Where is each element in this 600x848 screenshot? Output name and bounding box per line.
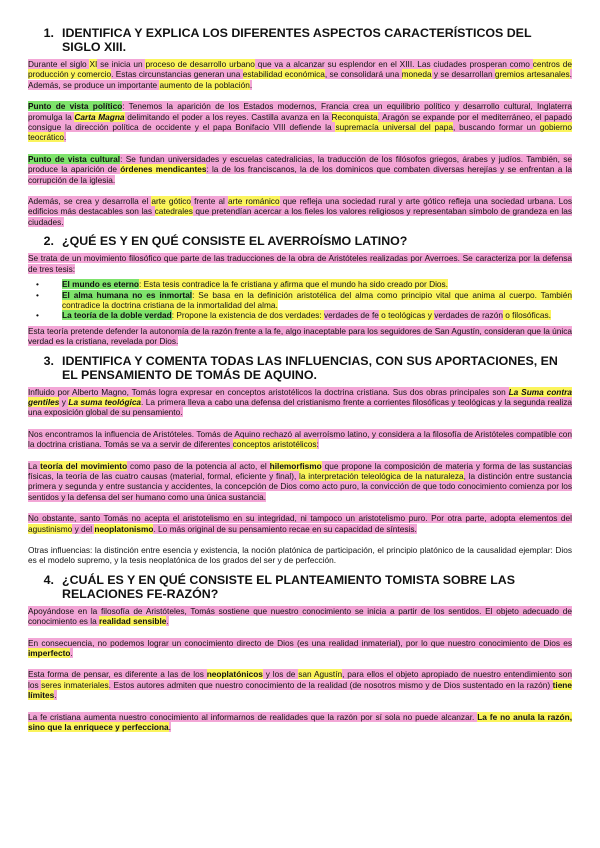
list-item <box>28 290 572 311</box>
highlighted-text: verdades de razón <box>434 310 503 321</box>
section-4 <box>28 573 572 733</box>
highlighted-text: El mundo es eterno <box>62 279 139 290</box>
highlighted-text: agustinismo <box>28 523 73 534</box>
highlighted-text: arte gótico <box>151 196 191 207</box>
highlighted-text: . Estos autores admiten que nuestro conocimiento de la realidad (de nosotros mismo y de Dios sustentado en la razón) <box>108 679 553 690</box>
highlighted-text: y se desarrollan <box>431 69 495 80</box>
highlighted-text: teoría del movimiento <box>40 460 128 471</box>
highlighted-text: Durante el siglo <box>28 59 90 69</box>
highlighted-text: imperfecto <box>28 648 71 659</box>
highlighted-text: : la de los franciscanos, la de los dominicos que combaten diversas herejías y se enfrentan a la corrupción de la iglesia. <box>28 164 572 185</box>
highlighted-text: y los de <box>262 669 299 680</box>
paragraph <box>28 196 572 227</box>
highlighted-text: la interpretación teleológica de la naturaleza <box>299 470 464 481</box>
highlighted-text: , buscando formar un <box>452 122 540 133</box>
highlighted-text: moneda <box>401 69 432 80</box>
section-4-heading: 4. ¿CUÁL ES Y EN QUÉ CONSISTE EL PLANTEAMIENTO TOMISTA SOBRE LAS RELACIONES FE-RAZÓN? <box>43 572 516 601</box>
highlighted-text: estabilidad económica <box>242 69 325 80</box>
highlighted-text: conceptos aristotélicos <box>232 439 317 450</box>
highlighted-text: Castilla avanza en la <box>251 111 332 122</box>
highlighted-text: La Suma contra gentiles <box>28 386 572 407</box>
list-item <box>28 310 572 320</box>
highlighted-text: que propone la composición de materia y forma de las sustancias físicas, la teoría de las cuatro causas (material, formal, eficiente y final), <box>28 460 572 481</box>
highlighted-text: gobierno teocrático <box>28 122 573 143</box>
paragraph <box>28 326 572 347</box>
paragraph <box>28 253 572 274</box>
highlighted-text: Además, se crea y desarrolla el <box>28 196 152 207</box>
highlighted-text: El alma humana no es inmortal <box>62 289 193 300</box>
highlighted-text: Punto de vista político <box>28 101 123 112</box>
paragraph <box>28 461 572 503</box>
section-1-heading: 1. IDENTIFICA Y EXPLICA LOS DIFERENTES ASPECTOS CARACTERÍSTICOS DEL SIGLO XIII. <box>43 26 532 54</box>
highlighted-text: : <box>316 439 319 450</box>
highlighted-text: . <box>166 616 169 627</box>
highlighted-text: tiene límites <box>28 679 572 701</box>
highlighted-text: hilemorfismo <box>269 460 322 471</box>
highlighted-text: Influido por Alberto Magno, Tomás logra expresar en conceptos aristotélicos la doctrina cristiana. Sus dos obras principales son <box>28 386 509 397</box>
highlighted-text: En consecuencia, no podemos lograr un conocimiento directo de Dios (es una realidad inmaterial), por lo que nuestro conocimiento de Dios es <box>28 637 572 648</box>
highlighted-text: neoplatonismo <box>94 523 154 534</box>
highlighted-text: XI <box>89 59 98 69</box>
highlighted-text: Nos encontramos la influencia de Aristóteles. Tomás de Aquino rechazó al averroísmo latino, y considera a la filosofía de Aristóteles compatible con la doctrina cristiana. Tomás se va a servir de diferentes <box>28 428 572 450</box>
highlighted-text: , se consolidará una <box>324 69 402 80</box>
bullet-icon: • <box>36 310 39 321</box>
highlighted-text: gremios artesanales <box>494 69 570 80</box>
highlighted-text: y <box>59 396 69 407</box>
highlighted-text: órdenes mendicantes <box>120 164 207 175</box>
highlighted-text: realidad sensible <box>99 616 167 627</box>
highlighted-text: como paso de la potencia al acto, el <box>127 460 270 471</box>
highlighted-text: seres inmateriales <box>41 679 109 690</box>
highlighted-text: . <box>54 690 57 701</box>
highlighted-text: Punto de vista cultural <box>28 153 121 164</box>
highlighted-text: La fe no anula la razón, sino que la enriquece y perfecciona <box>28 711 572 733</box>
section-3 <box>28 354 572 566</box>
highlighted-text: : Se basa en la definición aristotélica del alma como principio vital que anima al cuerpo. También contradice la doctrina cristiana de la inmortalidad del alma. <box>62 289 572 310</box>
highlighted-text: : Esta tesis contradice la fe cristiana y afirma que el mundo ha sido creado por Dios. <box>139 279 448 290</box>
highlighted-text: neoplatónicos <box>206 669 263 680</box>
paragraph <box>28 429 572 450</box>
highlighted-text: delimitando el poder a los reyes. <box>124 111 252 122</box>
highlighted-text: La teoría de la doble verdad <box>62 310 172 321</box>
section-1 <box>28 26 572 227</box>
paragraph <box>28 638 572 659</box>
thesis-list <box>28 279 572 321</box>
highlighted-text: Se trata de un movimiento filosófico que parte de las traducciones de la obra de Aristóteles realizadas por Averroes. Se caracteriza por la defensa de tres tesis: <box>28 253 572 274</box>
highlighted-text: Reconquista <box>331 111 378 122</box>
bullet-icon: • <box>36 289 39 300</box>
highlighted-text: La fe cristiana aumenta nuestro conocimiento al informarnos de realidades que la razón por sí sola no puede alcanzar. <box>28 711 478 722</box>
highlighted-text: , la distinción entre sustancia primera y segunda y entre sustancia y accidentes, la concepción de Dios como acto puro, la convicción de que todo conocimiento comienza por los sentidos y la defensa del ser humano como una única sustancia. <box>28 470 572 502</box>
highlighted-text: . <box>249 79 253 90</box>
highlighted-text: . Además, se produce un importante <box>28 69 572 90</box>
section-2-heading: 2. ¿QUÉ ES Y EN QUÉ CONSISTE EL AVERROÍSMO LATINO? <box>43 234 408 249</box>
highlighted-text: verdades de fe <box>323 310 379 321</box>
highlighted-text: que va a alcanzar su esplendor en el XIII. Las ciudades prosperan como <box>254 59 533 69</box>
highlighted-text: o teológicas y <box>378 310 435 321</box>
highlighted-text: frente al <box>190 196 229 207</box>
highlighted-text: proceso de desarrollo urbano <box>145 59 255 69</box>
paragraph <box>28 712 572 733</box>
section-3-heading: 3. IDENTIFICA Y COMENTA TODAS LAS INFLUENCIAS, CON SUS APORTACIONES, EN EL PENSAMIENTO DE TOMÁS DE AQUINO. <box>43 353 558 382</box>
highlighted-text: Esta forma de pensar, es diferente a las de los <box>28 669 207 680</box>
paragraph <box>28 387 572 418</box>
highlighted-text: : Propone la existencia de dos verdades: <box>171 310 324 321</box>
highlighted-text: . Estas circunstancias generan una <box>111 69 243 80</box>
highlighted-text: aumento de la población <box>159 79 250 90</box>
paragraph <box>28 154 572 185</box>
highlighted-text: supremacía universal del papa <box>335 122 453 133</box>
highlighted-text: o filosóficas. <box>502 310 551 321</box>
highlighted-text: y del <box>72 523 95 534</box>
highlighted-text: que pretendían acercar a los fieles los valores religiosos y representaban símbolo de grandeza en las ciudades. <box>28 206 572 227</box>
section-2 <box>28 234 572 346</box>
list-item <box>28 279 572 289</box>
paragraph <box>28 513 572 534</box>
paragraph <box>28 669 572 700</box>
highlighted-text: Carta Magna <box>74 111 125 122</box>
highlighted-text: que refleja una sociedad rural y arte gótico refleja una sociedad urbana. Los edificios más destacables son las <box>28 196 572 217</box>
highlighted-text: La suma teológica <box>68 396 142 407</box>
highlighted-text: , para ellos el objeto apropiado de nuestro entendimiento son los <box>28 669 572 690</box>
highlighted-text: : Se fundan universidades y escuelas catedralicias, la traducción de los filósofos griegos, árabes y judíos. También, se produce la aparición de <box>28 153 572 175</box>
paragraph <box>28 606 572 627</box>
paragraph <box>28 59 572 90</box>
highlighted-text: arte románico <box>228 196 280 207</box>
highlighted-text: . <box>63 132 67 143</box>
highlighted-text: . La primera lleva a cabo una defensa del cristianismo frente a corrientes filosóficas y teológicas y la segunda realiza una exposición global de su pensamiento. <box>28 396 572 418</box>
highlighted-text: . Aragón se expande por el mediterráneo, el papado consigue la dirección política de occidente y el papa Bonifacio VIII defiende la <box>28 111 572 133</box>
highlighted-text: . Lo más original de su pensamiento recae en su capacidad de síntesis. <box>153 523 417 534</box>
highlighted-text: centros de producción y comercio <box>28 59 572 80</box>
bullet-icon: • <box>36 279 39 290</box>
highlighted-text: san Agustín <box>298 669 343 680</box>
highlighted-text: catedrales <box>154 206 193 217</box>
highlighted-text: Esta teoría pretende defender la autonomía de la razón frente a la fe, algo inaceptable para los seguidores de San Agustín, consideran que la única verdad es la cristiana, revelada por Dios. <box>28 325 572 347</box>
highlighted-text: No obstante, santo Tomás no acepta el aristotelismo en su integridad, ni tampoco un aristotelismo puro. Por otra parte, adopta elementos del <box>28 513 572 524</box>
paragraph: Otras influencias: la distinción entre esencia y existencia, la noción platónica de participación, el principio platónico de la causalidad ejemplar: Dios es el modelo supremo, y la tesis neoplatónica de los grados del ser y de perfección. <box>28 545 572 566</box>
highlighted-text: . <box>70 648 73 659</box>
highlighted-text: se inicia un <box>97 59 146 69</box>
highlighted-text: . <box>168 722 171 733</box>
highlighted-text: La <box>28 460 41 471</box>
paragraph <box>28 101 572 143</box>
highlighted-text: : Tenemos la aparición de los Estados modernos, Francia crea un equilibrio político y desarrollo cultural, Inglaterra promulga la <box>28 101 572 122</box>
highlighted-text: Apoyándose en la filosofía de Aristóteles, Tomás sostiene que nuestro conocimiento se inicia a partir de los sentidos. El objeto adecuado de conocimiento es la <box>28 605 572 627</box>
